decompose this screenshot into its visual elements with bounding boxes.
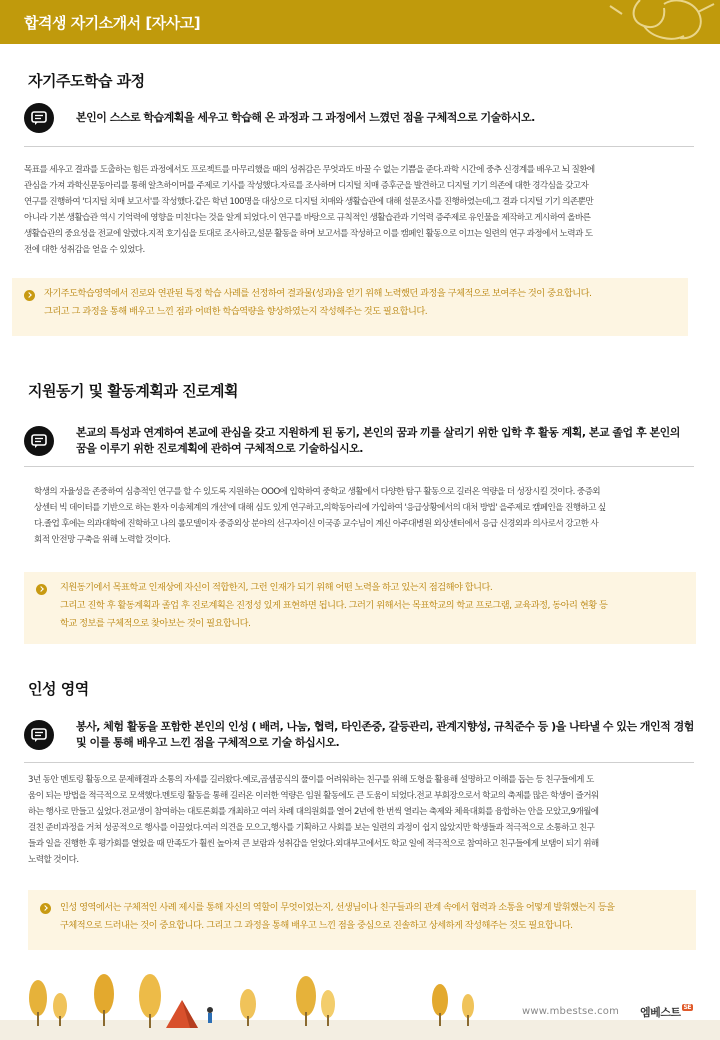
answer-line: 움이 되는 방법을 적극적으로 모색했다.멘토링 활동을 통해 길러온 이러한 역량은 임원 활동에도 큰 도움이 되었다.전교 부회장으로서 학교의 축제를 많은 학생이 즐거워 <box>28 791 599 801</box>
answer-text <box>28 772 696 868</box>
tip-line: 구체적으로 드러내는 것이 중요합니다. 그리고 그 과정을 통해 배우고 느낀 점을 중심으로 진솔하고 상세하게 작성해주는 것도 필요합니다. <box>60 920 573 931</box>
answer-line: 3년 동안 멘토링 활동으로 문제해결과 소통의 자세를 길러왔다.예로,곱셈공식의 풀이를 어려워하는 친구를 위해 도형을 활용해 설명하고 이해를 돕는 등 친구들에게 도 <box>28 775 594 785</box>
section-self-directed-learning <box>24 68 696 348</box>
tree-icon <box>53 993 67 1026</box>
answer-line: 전에 대한 성취감을 얻을 수 있었다. <box>24 245 145 255</box>
answer-text <box>34 484 696 548</box>
question-line: 꿈을 이루기 위한 진로계획에 관하여 구체적으로 기술하십시오. <box>76 442 363 455</box>
tip-text <box>60 899 692 935</box>
section-title: 지원동기 및 활동계획과 진로계획 <box>28 382 239 400</box>
section-motivation-plans <box>24 378 696 650</box>
answer-line: 상센터 빅 데이터를 기반으로 하는 환자 이송체계의 개선'에 대해 심도 있게 연구하고,의학동아리에 가입하여 '응급상황에서의 대처 방법' 을주제로 캠페인을 진행하고 싶 <box>34 503 606 513</box>
answer-line: 학생의 자율성을 존중하여 심층적인 연구를 할 수 있도록 지원하는 OOO에 입학하여 중학교 생활에서 다양한 탐구 활동으로 길러온 역량을 더 성장시킬 것이다. 중증외 <box>34 487 600 497</box>
section-character <box>24 676 696 960</box>
tip-line: 자기주도학습영역에서 진로와 연관된 특정 학습 사례를 선정하여 결과물(성과)을 얻기 위해 노력했던 과정을 구체적으로 보여주는 것이 중요합니다. <box>44 288 592 299</box>
tree-icon <box>29 980 47 1026</box>
bullet-icon <box>36 584 47 595</box>
section-title: 자기주도학습 과정 <box>28 72 145 90</box>
answer-text <box>24 162 696 258</box>
question-line: 봉사, 체험 활동을 포함한 본인의 인성 ( 배려, 나눔, 협력, 타인존중, 갈등관리, 관계지향성, 규칙준수 등 )을 나타낼 수 있는 개인적 경험 <box>76 720 694 733</box>
tip-line: 지원동기에서 목표학교 인재상에 자신이 적합한지, 그런 인재가 되기 위해 어떤 노력을 하고 있는지 점검해야 합니다. <box>60 582 493 593</box>
answer-line: 회적 안전망 구축을 위해 노력할 것이다. <box>34 535 171 545</box>
answer-line: 관심을 가져 과학신문동아리를 통해 알츠하이머를 주제로 기사를 작성했다.자료를 조사하며 디지털 치매 증후군을 발견하고 디지털 기기 의존에 대한 경각심을 갖고자 <box>24 181 589 191</box>
tree-icon <box>240 989 256 1026</box>
tip-line: 학교 정보를 구체적으로 찾아보는 것이 필요합니다. <box>60 618 251 629</box>
tree-icon <box>321 990 335 1026</box>
tip-text <box>44 285 684 321</box>
tree-icon <box>296 976 316 1026</box>
speech-bubble-icon <box>24 720 54 750</box>
footer-url[interactable]: www.mbestse.com <box>522 1006 620 1017</box>
person-icon <box>207 1007 213 1023</box>
answer-line: 생활습관의 중요성을 전교에 알렸다.지적 호기심을 토대로 조사하고,설문 활동을 하며 보고서를 작성하고 이를 캠페인 활동으로 이끄는 일련의 연구 과정에서 노력과 도 <box>24 229 593 239</box>
brand-logo-text: 엠베스트 <box>640 1006 681 1019</box>
page-title: 합격생 자기소개서 [자사고] <box>24 14 201 32</box>
tip-box <box>24 572 696 644</box>
question-line: 및 이를 통해 배우고 느낀 점을 구체적으로 기술 하십시오. <box>76 736 340 749</box>
answer-line: 하는 행사로 만들고 싶었다.전교생이 참여하는 대토론회를 개최하고 여러 차례 대의원회를 열어 2년에 한 번씩 열리는 축제와 체육대회를 융합하는 안을 모았고,9개월에 <box>28 807 599 817</box>
tree-icon <box>462 994 474 1026</box>
answer-line: 연구를 진행하여 '디지털 치매 보고서'를 작성했다.같은 학년 100명을 대상으로 디지털 치매와 생활습관에 대해 설문조사를 진행하였는데,그 결과 디지털 기기 의존뿐만 <box>24 197 594 207</box>
brand-logo-badge: SE <box>683 1004 691 1011</box>
answer-line: 아니라 기본 생활습관 역시 기억력에 영향을 미친다는 것을 알게 되었다.이 연구를 바탕으로 규칙적인 생활습관과 기억력 증주제로 유인물을 제작하고 게시하여 올바른 <box>24 213 591 223</box>
divider <box>24 146 694 147</box>
answer-line: 걸친 준비과정을 거쳐 성공적으로 행사를 이끌었다.여러 의견을 모으고,행사를 기획하고 사회를 보는 일련의 과정이 쉽지 않았지만 학생들과 적극적으로 소통하고 친구 <box>28 823 595 833</box>
section-title: 인성 영역 <box>28 680 89 698</box>
question-text: 본인이 스스로 학습계획을 세우고 학습해 온 과정과 그 과정에서 느꼈던 점을 구체적으로 기술하시오. <box>76 111 535 124</box>
tip-line: 그리고 그 과정을 통해 배우고 느낀 점과 어떠한 학습역량을 향상하였는지 작성해주는 것도 필요합니다. <box>44 306 428 317</box>
speech-bubble-icon <box>24 103 54 133</box>
divider <box>24 762 694 763</box>
tip-text <box>60 579 692 633</box>
tip-box <box>28 890 696 950</box>
question-row <box>24 424 694 458</box>
bullet-icon <box>40 903 51 914</box>
bullet-icon <box>24 290 35 301</box>
answer-line: 노력할 것이다. <box>28 855 79 865</box>
tree-icon <box>432 984 448 1026</box>
question-text <box>76 425 680 457</box>
autumn-camping-illustration <box>0 960 720 1040</box>
tent-icon <box>166 1000 198 1028</box>
answer-line: 목표를 세우고 결과를 도출하는 힘든 과정에서도 프로젝트를 마무리했을 때의 성취감은 무엇과도 바꿀 수 없는 기쁨을 준다.과학 시간에 중추 신경계를 배우고 뇌 질환에 <box>24 165 595 175</box>
divider <box>24 466 694 467</box>
answer-line: 다.졸업 후에는 의과대학에 진학하고 나의 롤모델이자 중증외상 분야의 선구자이신 이국종 교수님이 계신 아주대병원 외상센터에서 응급 신경외과 의사로서 강고한 사 <box>34 519 599 529</box>
tree-icon <box>94 974 114 1026</box>
question-text <box>76 719 694 751</box>
question-row <box>24 718 694 752</box>
question-row <box>24 102 694 134</box>
acorn-decoration-icon <box>600 0 720 44</box>
tip-box <box>12 278 688 336</box>
brand-logo <box>640 1004 693 1020</box>
tree-icon <box>139 974 161 1028</box>
tip-line: 그리고 진학 후 활동계획과 졸업 후 진로계획은 진정성 있게 표현하면 됩니다. 그러기 위해서는 목표학교의 학교 프로그램, 교육과정, 동아리 현황 등 <box>60 600 608 611</box>
answer-line: 들과 일을 진행한 후 평가회를 열었을 때 만족도가 훨씬 높아져 큰 보람과 성취감을 얻었다.외대부고에서도 학교 일에 적극적으로 참여하고 친구들에게 보탬이 되기 위해 <box>28 839 599 849</box>
question-line: 본교의 특성과 연계하여 본교에 관심을 갖고 지원하게 된 동기, 본인의 꿈과 끼를 살리기 위한 입학 후 활동 계획, 본교 졸업 후 본인의 <box>76 426 680 439</box>
tip-line: 인성 영역에서는 구체적인 사례 제시를 통해 자신의 역할이 무엇이었는지, 선생님이나 친구들과의 관계 속에서 협력과 소통을 어떻게 발휘했는지 등을 <box>60 902 615 913</box>
speech-bubble-icon <box>24 426 54 456</box>
